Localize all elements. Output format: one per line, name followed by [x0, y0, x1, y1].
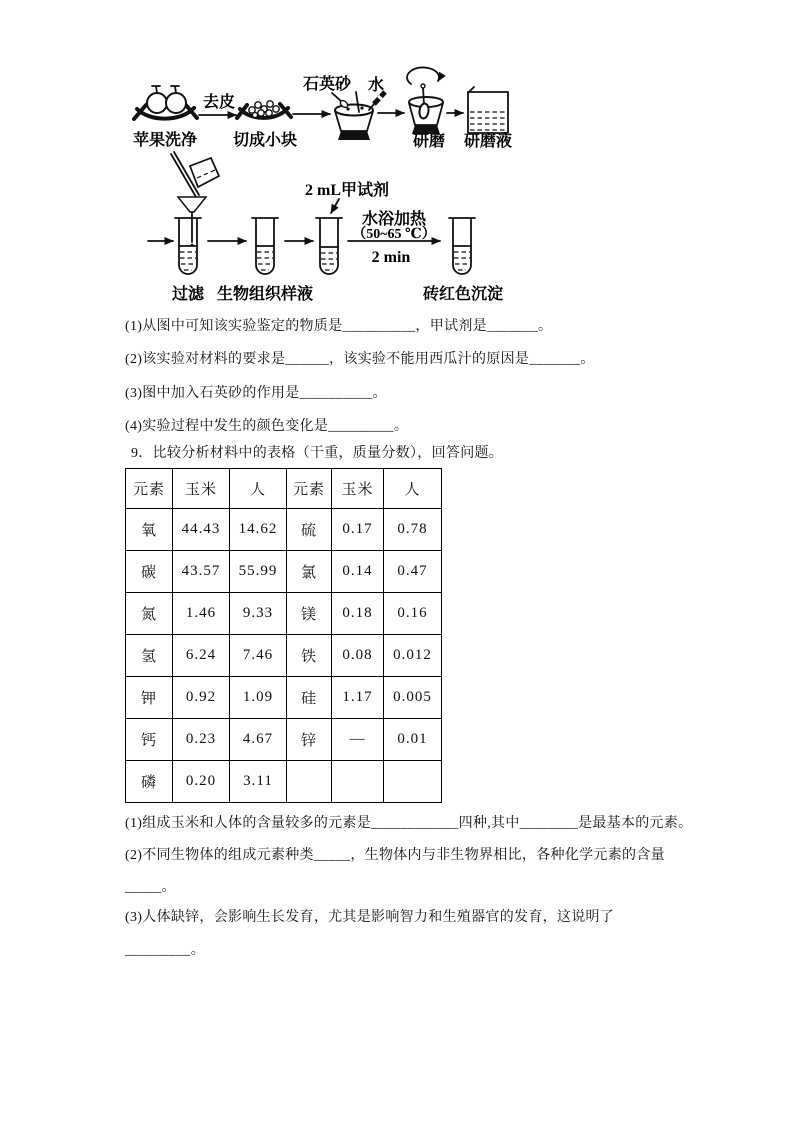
table-cell: 氢 [126, 635, 173, 677]
table-cell [384, 761, 442, 803]
grind-label: 研磨 [412, 133, 446, 150]
rotate-arrow-icon [407, 67, 439, 84]
table-cell: 钙 [126, 719, 173, 761]
q8-sub3: (3)图中加入石英砂的作用是__________。 [125, 386, 387, 401]
q9-sub2-line2: _____。 [125, 880, 176, 895]
beaker-icon [468, 87, 508, 133]
q9-heading: 9．比较分析材料中的表格（干重，质量分数），回答问题。 [131, 446, 504, 461]
col-header: 玉米 [173, 469, 230, 509]
test-tube-icon [316, 218, 342, 274]
table-cell: 1.46 [173, 593, 230, 635]
table-cell: 0.23 [173, 719, 230, 761]
table-cell: 0.08 [332, 635, 384, 677]
table-cell: 43.57 [173, 551, 230, 593]
water-label: 水 [367, 77, 385, 94]
table-cell: 磷 [126, 761, 173, 803]
table-cell: 1.09 [230, 677, 287, 719]
table-cell: 6.24 [173, 635, 230, 677]
experiment-flow-diagram [0, 0, 794, 312]
table-cell: 0.20 [173, 761, 230, 803]
col-header: 玉米 [332, 469, 384, 509]
q9-sub2-line1: (2)不同生物体的组成元素种类_____，生物体内与非生物界相比，各种化学元素的含量 [125, 848, 665, 863]
table-cell: 0.005 [384, 677, 442, 719]
q9-sub3-line1: (3)人体缺锌，会影响生长发育，尤其是影响智力和生殖器官的发育，这说明了 [125, 910, 615, 925]
table-row [126, 593, 442, 635]
table-cell: 0.78 [384, 509, 442, 551]
table-row [126, 551, 442, 593]
cut-pieces-icon [237, 101, 291, 118]
grind-liquid-label: 研磨液 [463, 133, 513, 150]
table-cell: 铁 [287, 635, 332, 677]
table-cell: 4.67 [230, 719, 287, 761]
filter-label: 过滤 [171, 286, 205, 303]
cut-pieces-label: 切成小块 [232, 132, 298, 149]
water-bath-label: 水浴加热 [361, 211, 427, 228]
col-header: 人 [384, 469, 442, 509]
q9-sub3-line2: _________。 [125, 943, 205, 958]
q9-sub1: (1)组成玉米和人体的含量较多的元素是____________四种,其中________是最基本的元素。 [125, 816, 693, 831]
precipitate-label: 砖红色沉淀 [422, 286, 504, 303]
table-cell: 氯 [287, 551, 332, 593]
col-header: 人 [230, 469, 287, 509]
peel-label: 去皮 [202, 94, 236, 111]
table-cell: 0.01 [384, 719, 442, 761]
q8-sub2: (2)该实验对材料的要求是______，该实验不能用西瓜汁的原因是_______。 [125, 352, 595, 367]
table-cell: 55.99 [230, 551, 287, 593]
table-cell: 锌 [287, 719, 332, 761]
apple-wash-label: 苹果洗净 [132, 132, 198, 149]
table-cell: 氧 [126, 509, 173, 551]
table-cell: — [332, 719, 384, 761]
test-tube-icon [175, 218, 201, 274]
table-cell: 0.14 [332, 551, 384, 593]
q8-sub4: (4)实验过程中发生的颜色变化是_________。 [125, 419, 409, 434]
table-cell: 1.17 [332, 677, 384, 719]
table-cell: 7.46 [230, 635, 287, 677]
sample-label: 生物组织样液 [216, 286, 314, 303]
table-cell: 硫 [287, 509, 332, 551]
table-cell: 硅 [287, 677, 332, 719]
table-cell: 0.17 [332, 509, 384, 551]
mortar-icon [335, 92, 373, 140]
table-cell [287, 761, 332, 803]
water-bath-time-label: 2 min [371, 249, 411, 266]
table-cell: 14.62 [230, 509, 287, 551]
col-header: 元素 [126, 469, 173, 509]
table-row [126, 677, 442, 719]
test-tube-icon [252, 218, 278, 274]
table-cell: 氮 [126, 593, 173, 635]
table-row [126, 509, 442, 551]
reagent-label: 2 mL甲试剂 [304, 182, 390, 199]
table-cell: 0.18 [332, 593, 384, 635]
q8-sub1: (1)从图中可知该实验鉴定的物质是__________，甲试剂是_______。 [125, 319, 553, 334]
table-cell: 0.47 [384, 551, 442, 593]
reagent-arrow-icon [331, 199, 339, 213]
table-cell: 44.43 [173, 509, 230, 551]
table-row [126, 761, 442, 803]
table-cell: 钾 [126, 677, 173, 719]
test-tube-icon [449, 218, 475, 274]
pouring-beaker-icon [190, 158, 219, 187]
table-cell: 镁 [287, 593, 332, 635]
grind-mortar-icon [409, 84, 443, 134]
table-cell: 0.012 [384, 635, 442, 677]
water-bath-temp-label: （50~65 ℃） [352, 227, 436, 242]
table-row [126, 719, 442, 761]
table-cell: 9.33 [230, 593, 287, 635]
table-cell: 0.92 [173, 677, 230, 719]
table-cell [332, 761, 384, 803]
apple-dish-icon [134, 86, 197, 119]
element-composition-table [125, 468, 442, 803]
table-row [126, 635, 442, 677]
table-cell: 0.16 [384, 593, 442, 635]
water-dropper-icon [369, 92, 385, 110]
table-header-row [126, 469, 442, 509]
table-cell: 碳 [126, 551, 173, 593]
quartz-sand-label: 石英砂 [302, 76, 352, 93]
table-cell: 3.11 [230, 761, 287, 803]
col-header: 元素 [287, 469, 332, 509]
